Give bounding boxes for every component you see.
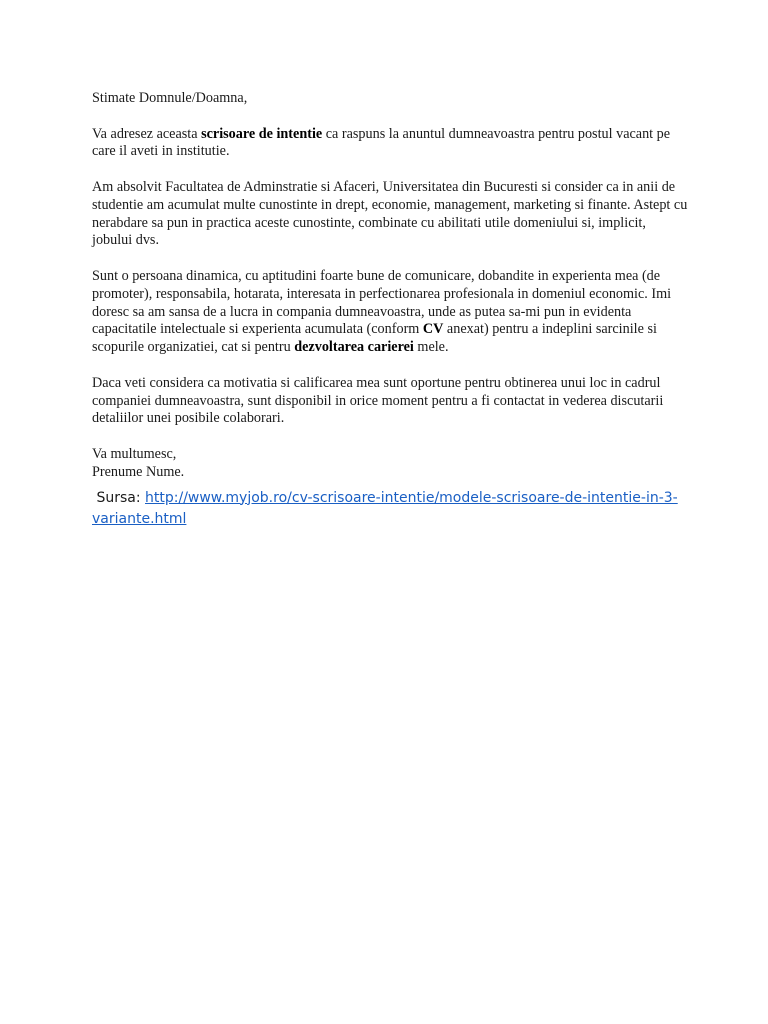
skills-text-1: Sunt o persoana dinamica, cu aptitudini foarte bune de comunicare, dobandite in experienta mea (de promoter), responsabila, hotarata, interesata in perfectionarea profesionala in domeniul economic. Imi doresc sa am sansa de a lucra in compania dumneavoastra, unde as putea sa-mi pun in evidenta capacitatile intelectuale si experienta acumulata (conform	[92, 267, 672, 338]
skills-text-3: mele.	[413, 339, 449, 356]
skills-text-2: anexat) pentru a indeplini sarcinile si scopurile organizatiei, cat si pentru	[92, 321, 657, 356]
skills-bold-career: dezvoltarea carierei	[294, 339, 414, 356]
source-link[interactable]: http://www.myjob.ro/cv-scrisoare-intentie/modele-scrisoare-de-intentie-in-3-variante.html	[92, 489, 678, 527]
source-label: Sursa:	[92, 489, 146, 506]
signature: Prenume Nume.	[92, 463, 185, 480]
intro-bold-phrase: scrisoare de intentie	[201, 125, 323, 142]
closing: Va multumesc,	[92, 445, 177, 462]
paragraph-intro	[92, 126, 688, 162]
closing-block	[92, 446, 688, 482]
source-line	[92, 488, 688, 530]
intro-text-before: Va adresez aceasta	[92, 125, 202, 142]
intro-text-after: ca raspuns la anuntul dumneavoastra pentru postul vacant pe care il aveti in institutie.	[92, 125, 671, 160]
skills-bold-cv: CV	[422, 321, 444, 338]
paragraph-availability: Daca veti considera ca motivatia si calificarea mea sunt oportune pentru obtinerea unui loc in cadrul companiei dumneavoastra, sunt disponibil in orice moment pentru a fi contactat in vederea discutarii detaliilor unei posibile colaborari.	[92, 374, 664, 427]
salutation: Stimate Domnule/Doamna,	[92, 90, 248, 106]
paragraph-skills	[92, 268, 688, 357]
paragraph-education: Am absolvit Facultatea de Adminstratie si Afaceri, Universitatea din Bucuresti si consider ca in anii de studentie am acumulat multe cunostinte in drept, economie, management, marketing si finante. Astept cu nerabdare sa pun in practica aceste cunostinte, combinate cu abilitati utile domeniului si, implicit, jobului dvs.	[92, 178, 688, 249]
